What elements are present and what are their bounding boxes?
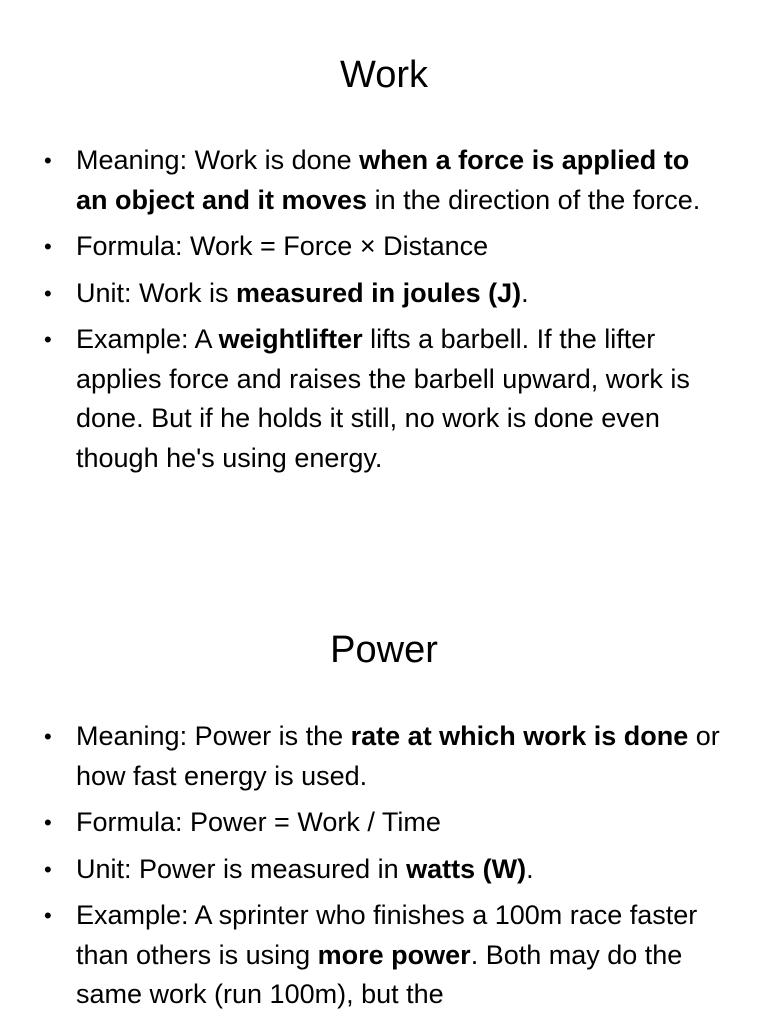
bullet-text-bold: watts (W) (406, 853, 527, 884)
bullet-item (0, 320, 768, 478)
work-title: Work (340, 54, 428, 96)
bullet-dot-icon: • (44, 724, 52, 749)
bullet-text-bold: when a force is applied to an object and it moves (76, 145, 690, 215)
bullet-dot-icon: • (44, 327, 52, 352)
bullet-text: Unit: Power is measured in (76, 853, 407, 884)
bullet-dot-icon: • (44, 810, 52, 835)
bullet-text: Example: A (76, 324, 219, 354)
bullet-text: Example: A sprinter who finishes a 100m race faster than others is using (76, 900, 698, 970)
bullet-text-bold: more power (317, 939, 471, 970)
bullet-text: Meaning: Power is the (76, 721, 351, 751)
bullet-text: . Both may do the same work (run 100m), but the (76, 939, 683, 1009)
bullet-text: . (526, 853, 534, 884)
bullet-dot-icon: • (44, 148, 52, 173)
bullet-text: or how fast energy is used. (76, 721, 720, 791)
bullet-dot-icon: • (44, 280, 52, 306)
bullet-dot-icon: • (44, 234, 52, 259)
bullet-text: in the direction of the force. (367, 184, 701, 215)
bullet-text: Meaning: Work is done (76, 145, 360, 175)
bullet-item (0, 141, 768, 220)
bullet-text: lifts a barbell. If the lifter applies force and raises the barbell upward, work is done. But if he holds it still, no work is done even though he's using energy. (76, 324, 690, 473)
bullet-text: Unit: Work is (76, 277, 237, 308)
bullet-dot-icon: • (44, 856, 52, 882)
power-slide (0, 560, 768, 1024)
bullet-text: Formula: Work = Force × Distance (76, 231, 489, 261)
work-bullet-list (0, 141, 768, 485)
bullet-dot-icon: • (44, 903, 52, 928)
bullet-text-bold: rate at which work is done (350, 721, 689, 751)
bullet-text: . (521, 277, 529, 308)
power-title: Power (330, 629, 438, 671)
bullet-item (0, 274, 768, 314)
bullet-text: Formula: Power = Work / Time (76, 807, 441, 837)
bullet-text-bold: weightlifter (218, 324, 363, 354)
bullet-item (0, 803, 768, 843)
bullet-item (0, 717, 768, 796)
bullet-text-bold: measured in joules (J) (236, 277, 522, 308)
power-bullet-list (0, 717, 768, 1022)
bullet-item (0, 850, 768, 890)
bullet-item (0, 896, 768, 1015)
bullet-item (0, 227, 768, 267)
